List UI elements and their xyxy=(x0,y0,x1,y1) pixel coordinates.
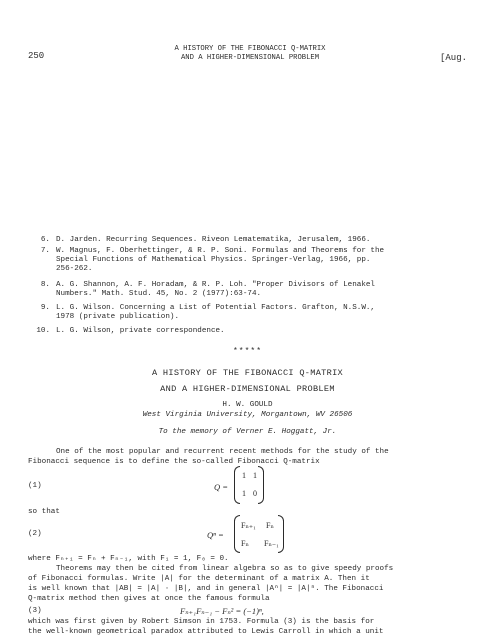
reference-line: L. G. Wilson. Concerning a List of Potential Factors. Grafton, N.S.W., xyxy=(56,304,375,312)
running-title xyxy=(150,45,350,63)
matrix-cell: Fₙ₊₁ xyxy=(241,521,256,530)
where-line: where Fₙ₊₁ = Fₙ + Fₙ₋₁, with F₁ = 1, F₀ = 0. xyxy=(28,555,229,563)
q-label: Q = xyxy=(214,482,228,492)
body-line: of Fibonacci formulas. Write |A| for the determinant of a matrix A. Then it xyxy=(28,575,370,583)
right-bracket xyxy=(258,466,264,504)
simson-formula: Fₙ₊₁Fₙ₋₁ − Fₙ² = (−1)ⁿ, xyxy=(180,606,264,616)
matrix-cell: Fₙ xyxy=(266,521,274,530)
reference-line: W. Magnus, F. Oberhettinger, & R. P. Soni. Formulas and Theorems for the xyxy=(56,247,385,255)
equation-label-3: (3) xyxy=(28,607,42,615)
running-title-line2: AND A HIGHER-DIMENSIONAL PROBLEM xyxy=(180,54,320,62)
reference-line: D. Jarden. Recurring Sequences. Riveon Lematematika, Jerusalem, 1966. xyxy=(56,236,371,244)
running-title-line1: A HISTORY OF THE FIBONACCI Q-MATRIX xyxy=(174,45,326,53)
body-line: Q-matrix method then gives at once the famous formula xyxy=(28,595,270,603)
reference-number: 9. xyxy=(40,304,50,312)
author-name: H. W. GOULD xyxy=(222,401,273,409)
equation-label-1: (1) xyxy=(28,482,42,490)
body-line: the well-known geometrical paradox attributed to Lewis Carroll in which a unit xyxy=(28,628,384,636)
reference-7 xyxy=(28,247,473,274)
reference-10 xyxy=(28,327,473,336)
intro-line2: Fibonacci sequence is to define the so-called Fibonacci Q-matrix xyxy=(28,458,320,466)
body-line: which was first given by Robert Simson in 1753. Formula (3) is the basis for xyxy=(28,618,375,626)
reference-number: 10. xyxy=(36,327,50,335)
matrix-cell: 1 xyxy=(242,471,246,480)
matrix-cell: Fₙ₋₁ xyxy=(264,539,279,548)
reference-9 xyxy=(28,304,473,322)
reference-6 xyxy=(28,236,473,245)
matrix-cell: 1 xyxy=(253,471,257,480)
reference-line: 1978 (private publication). xyxy=(56,313,180,322)
left-bracket xyxy=(234,515,240,553)
author-affiliation: West Virginia University, Morgantown, WV 26506 xyxy=(142,411,353,419)
page-number: 250 xyxy=(28,51,45,61)
reference-number: 6. xyxy=(40,236,50,244)
reference-number: 7. xyxy=(40,247,50,255)
reference-8 xyxy=(28,281,473,299)
section-separator: ***** xyxy=(232,347,262,356)
body-line: is well known that |AB| = |A| · |B|, and in general |Aⁿ| = |A|ⁿ. The Fibonacci xyxy=(28,585,384,593)
reference-line: L. G. Wilson, private correspondence. xyxy=(56,327,225,335)
reference-line: A. G. Shannon, A. F. Horadam, & R. P. Loh. "Proper Divisors of Lenakel xyxy=(56,281,375,289)
so-that-text: so that xyxy=(28,508,60,516)
reference-number: 8. xyxy=(40,281,50,289)
intro-line1: One of the most popular and recurrent recent methods for the study of the xyxy=(56,448,389,456)
article-title-line2: AND A HIGHER-DIMENSIONAL PROBLEM xyxy=(160,384,335,394)
equation-label-2: (2) xyxy=(28,530,42,538)
qn-matrix xyxy=(234,515,284,553)
article-title-line1: A HISTORY OF THE FIBONACCI Q-MATRIX xyxy=(152,368,343,378)
matrix-cell: Fₙ xyxy=(241,539,249,548)
q-matrix xyxy=(234,466,264,504)
issue-date: [Aug. xyxy=(440,53,468,63)
body-line: Theorems may then be cited from linear algebra so as to give speedy proofs xyxy=(56,565,394,573)
dedication: To the memory of Verner E. Hoggatt, Jr. xyxy=(158,428,337,436)
matrix-cell: 0 xyxy=(253,489,257,498)
left-bracket xyxy=(234,466,240,504)
reference-line: Special Functions of Mathematical Physics. Springer-Verlag, 1966, pp. xyxy=(56,256,371,265)
matrix-cell: 1 xyxy=(242,489,246,498)
reference-line: 256-262. xyxy=(56,265,93,274)
qn-label: Qⁿ = xyxy=(207,530,224,540)
reference-line: Numbers." Math. Stud. 45, No. 2 (1977):63-74. xyxy=(56,290,262,299)
